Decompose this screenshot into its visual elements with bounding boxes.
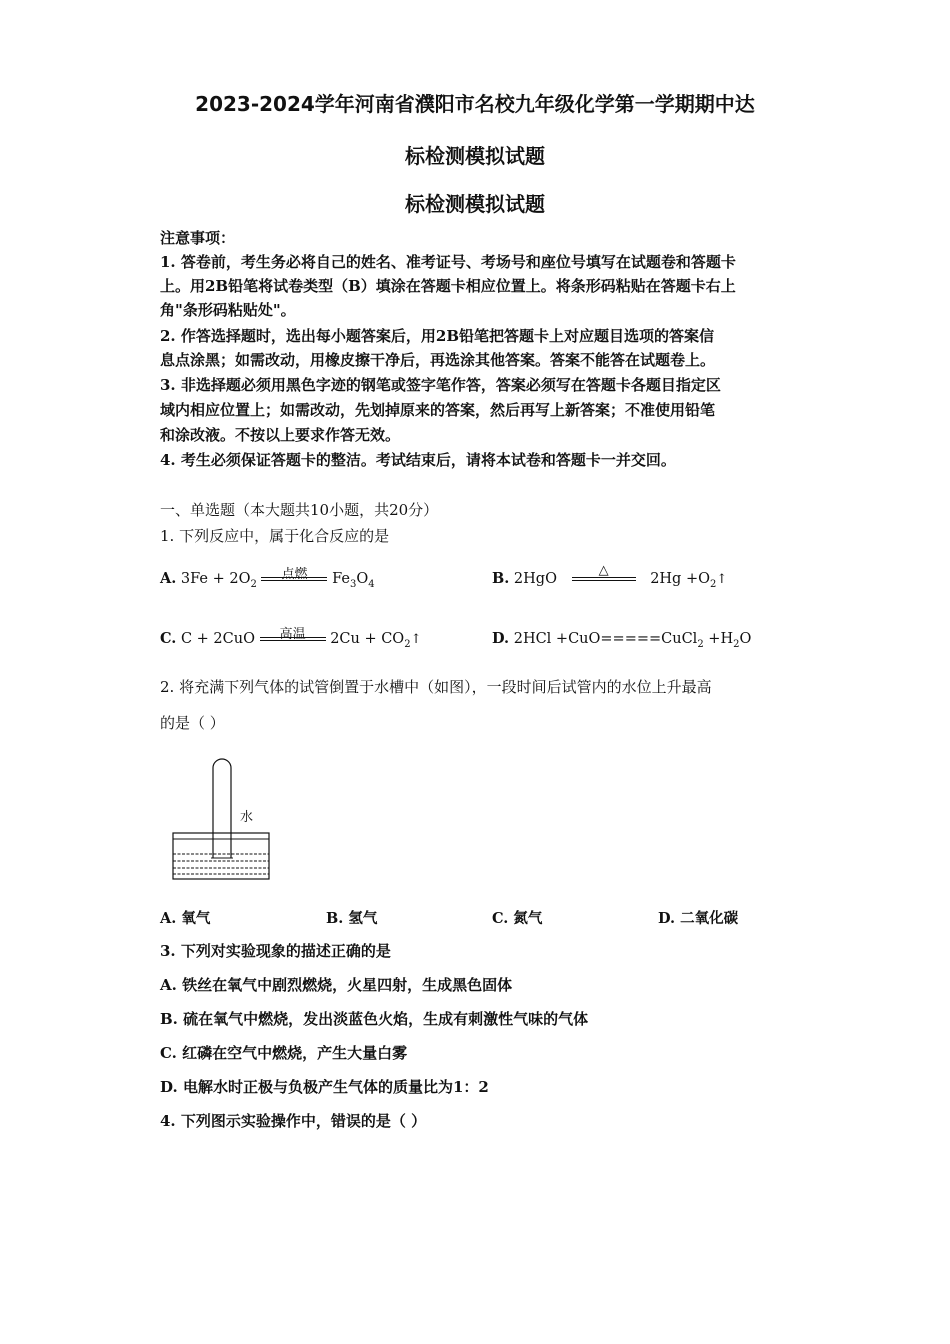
q1-option-d-text2: +H xyxy=(703,631,734,647)
q1-option-c-condition: 高温 xyxy=(279,627,306,642)
q1-option-b-rhs: 2Hg +O xyxy=(650,571,710,587)
q2-option-b-text: 氢气 xyxy=(348,910,378,927)
notice-line: 4. 考生必须保证答题卡的整洁。考试结束后，请将本试卷和答题卡一并交回。 xyxy=(160,451,676,469)
q1-option-b xyxy=(492,563,728,590)
title-line-2: 标检测模拟试题 xyxy=(405,144,545,168)
q1-option-c-lhs: C + 2CuO xyxy=(180,631,255,647)
q1-option-a-rhs-mid: O xyxy=(356,571,369,587)
q1-option-d-text3: O xyxy=(739,631,752,647)
notice-line: 2. 作答选择题时，选出每小题答案后，用2B铅笔把答题卡上对应题目选项的答案信 xyxy=(160,327,715,345)
q1-option-b-condition: △ xyxy=(598,563,609,578)
q1-option-b-equation-bar xyxy=(572,563,636,581)
q2-option-a-label: A. xyxy=(160,910,177,927)
q1-option-a-equation-bar xyxy=(261,567,327,582)
q3-option-a-text: 铁丝在氧气中剧烈燃烧，火星四射，生成黑色固体 xyxy=(182,976,513,994)
q3-option-c-label: C. xyxy=(160,1044,177,1062)
q1-option-c-label: C. xyxy=(160,630,177,647)
q3-option-a-label: A. xyxy=(160,976,177,994)
q1-option-a-rhs-sub2: 4 xyxy=(368,578,375,590)
q3-option-b-label: B. xyxy=(160,1010,178,1028)
q2-stem-line-2: 的是（ ） xyxy=(160,714,225,732)
q3-option-b xyxy=(160,1009,800,1029)
test-tube-water-trough-figure xyxy=(170,755,274,883)
q3-option-c-text: 红磷在空气中燃烧，产生大量白雾 xyxy=(182,1044,408,1062)
q1-option-a-lhs-sub: 2 xyxy=(250,578,257,590)
q3-option-a xyxy=(160,975,800,995)
q1-option-a-lhs: 3Fe + 2O xyxy=(180,571,251,587)
q1-option-c xyxy=(160,627,422,650)
section-heading: 一、单选题（本大题共10小题，共20分） xyxy=(160,501,439,519)
q2-option-b xyxy=(326,907,377,928)
q2-option-a-text: 氧气 xyxy=(181,910,211,927)
notice-line: 息点涂黑；如需改动，用橡皮擦干净后，再选涂其他答案。答案不能答在试题卷上。 xyxy=(160,351,716,369)
q1-option-c-equation-bar xyxy=(260,627,326,642)
q1-option-d-sub2: 2 xyxy=(733,638,740,650)
q2-option-d-text: 二氧化碳 xyxy=(680,910,739,927)
q2-option-b-label: B. xyxy=(326,910,344,927)
q2-option-c-label: C. xyxy=(492,910,509,927)
notice-heading: 注意事项： xyxy=(160,229,236,247)
q1-option-a-rhs: Fe xyxy=(332,571,350,587)
q1-option-b-label: B. xyxy=(492,570,510,587)
q2-option-c xyxy=(492,907,542,928)
notice-line: 1. 答卷前，考生务必将自己的姓名、准考证号、考场号和座位号填写在试题卷和答题卡 xyxy=(160,253,736,271)
q1-option-a xyxy=(160,567,375,590)
notice-line: 角"条形码粘贴处"。 xyxy=(160,301,296,319)
test-tube xyxy=(213,759,231,858)
notice-line: 和涂改液。不按以上要求作答无效。 xyxy=(160,426,401,444)
q2-option-c-text: 氮气 xyxy=(513,910,543,927)
q1-option-b-rhs-sub: 2 xyxy=(710,578,717,590)
notice-line: 上。用2B铅笔将试卷类型（B）填涂在答题卡相应位置上。将条形码粘贴在答题卡右上 xyxy=(160,277,736,295)
water-label: 水 xyxy=(240,810,254,825)
q1-option-a-label: A. xyxy=(160,570,177,587)
q1-option-d xyxy=(492,630,751,650)
q4-stem: 4. 下列图示实验操作中，错误的是（ ） xyxy=(160,1112,427,1130)
q1-option-a-condition: 点燃 xyxy=(281,567,308,582)
q1-stem: 1. 下列反应中，属于化合反应的是 xyxy=(160,527,390,545)
q2-option-a xyxy=(160,907,210,928)
q1-option-b-lhs: 2HgO xyxy=(513,571,557,587)
q3-option-d-text: 电解水时正极与负极产生气体的质量比为1：2 xyxy=(182,1078,489,1096)
q2-option-d-label: D. xyxy=(658,910,676,927)
water-trough xyxy=(173,833,269,879)
q3-stem: 3. 下列对实验现象的描述正确的是 xyxy=(160,942,391,960)
up-arrow-icon: ↑ xyxy=(410,632,422,647)
q1-option-a-rhs-sub1: 3 xyxy=(349,578,357,590)
q1-option-c-rhs-sub: 2 xyxy=(404,638,411,650)
q3-option-d xyxy=(160,1077,800,1097)
q2-stem-line-1: 2. 将充满下列气体的试管倒置于水槽中（如图），一段时间后试管内的水位上升最高 xyxy=(160,678,712,696)
q3-option-c xyxy=(160,1043,800,1063)
q2-option-d xyxy=(658,907,738,928)
q3-option-d-label: D. xyxy=(160,1078,178,1096)
up-arrow-icon: ↑ xyxy=(716,572,728,587)
title-line-1: 2023-2024学年河南省濮阳市名校九年级化学第一学期期中达 xyxy=(195,92,755,116)
q3-option-b-text: 硫在氧气中燃烧，发出淡蓝色火焰，生成有刺激性气味的气体 xyxy=(183,1010,589,1028)
q1-option-d-text: 2HCl +CuO=====CuCl xyxy=(513,631,698,647)
q1-option-d-label: D. xyxy=(492,630,510,647)
title-line-3: 标检测模拟试题 xyxy=(405,192,545,216)
q1-option-d-sub1: 2 xyxy=(697,638,704,650)
q1-option-c-rhs: 2Cu + CO xyxy=(330,631,405,647)
notice-line: 域内相应位置上；如需改动，先划掉原来的答案，然后再写上新答案；不准使用铅笔 xyxy=(160,401,716,419)
notice-line: 3. 非选择题必须用黑色字迹的钢笔或签字笔作答，答案必须写在答题卡各题目指定区 xyxy=(160,376,721,394)
